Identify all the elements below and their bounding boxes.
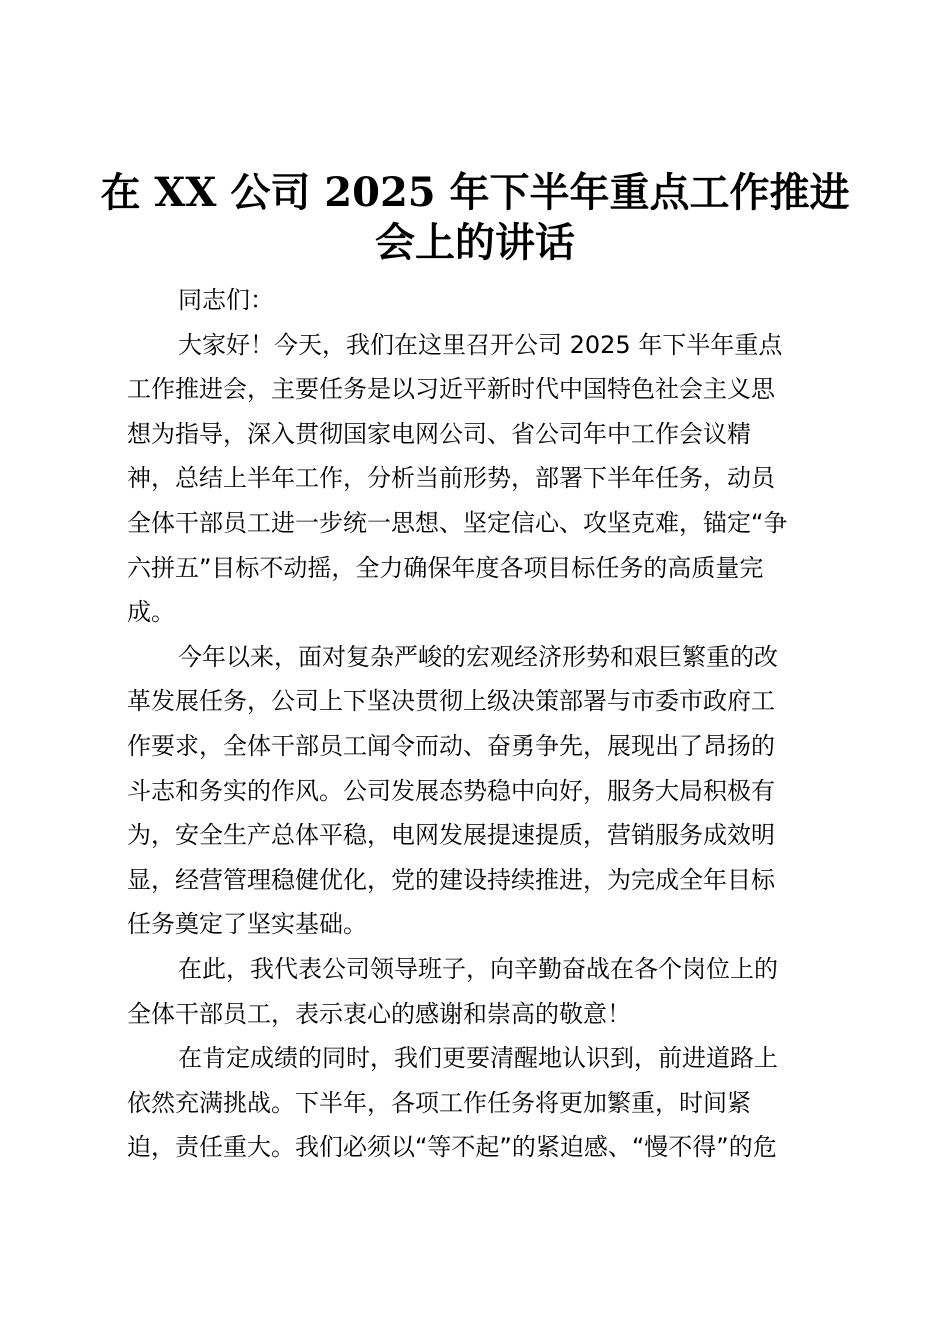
body-line: 在此，我代表公司领导班子，向辛勤奋战在各个岗位上的: [178, 954, 778, 983]
body-line: 革发展任务，公司上下坚决贯彻上级决策部署与市委市政府工: [127, 687, 775, 716]
body-line: 依然充满挑战。下半年，各项工作任务将更加繁重，时间紧: [127, 1088, 751, 1117]
body-line: 任务奠定了坚实基础。: [127, 910, 367, 939]
speech-body: [127, 278, 827, 1170]
title-line: 会上的讲话: [375, 219, 575, 266]
body-line: 成。: [127, 598, 175, 627]
body-line: 斗志和务实的作风。公司发展态势稳中向好，服务大局积极有: [127, 776, 775, 805]
body-line: 显，经营管理稳健优化，党的建设持续推进，为完成全年目标: [127, 865, 775, 894]
body-line: 大家好！今天，我们在这里召开公司 2025 年下半年重点: [178, 330, 783, 359]
salutation-line: 同志们：: [178, 286, 274, 314]
body-line: 为，安全生产总体平稳，电网发展提速提质，营销服务成效明: [127, 821, 775, 850]
body-line: 迫，责任重大。我们必须以“等不起”的紧迫感、“慢不得”的危: [127, 1133, 777, 1162]
body-line: 今年以来，面对复杂严峻的宏观经济形势和艰巨繁重的改: [178, 642, 778, 671]
body-line: 神，总结上半年工作，分析当前形势，部署下半年任务，动员: [127, 464, 775, 493]
body-line: 想为指导，深入贯彻国家电网公司、省公司年中工作会议精: [127, 419, 751, 448]
body-line: 在肯定成绩的同时，我们更要清醒地认识到，前进道路上: [178, 1044, 778, 1073]
title-line: 在 XX 公司 2025 年下半年重点工作推进: [100, 169, 850, 216]
body-line: 全体干部员工进一步统一思想、坚定信心、攻坚克难，锚定“争: [127, 508, 788, 537]
body-line: 工作推进会，主要任务是以习近平新时代中国特色社会主义思: [127, 375, 775, 404]
body-line: 全体干部员工，表示衷心的感谢和崇高的敬意！: [127, 999, 631, 1028]
body-line: 六拼五”目标不动摇，全力确保年度各项目标任务的高质量完: [127, 553, 764, 582]
body-line: 作要求，全体干部员工闻令而动、奋勇争先，展现出了昂扬的: [127, 731, 775, 760]
speech-title: [100, 168, 850, 268]
